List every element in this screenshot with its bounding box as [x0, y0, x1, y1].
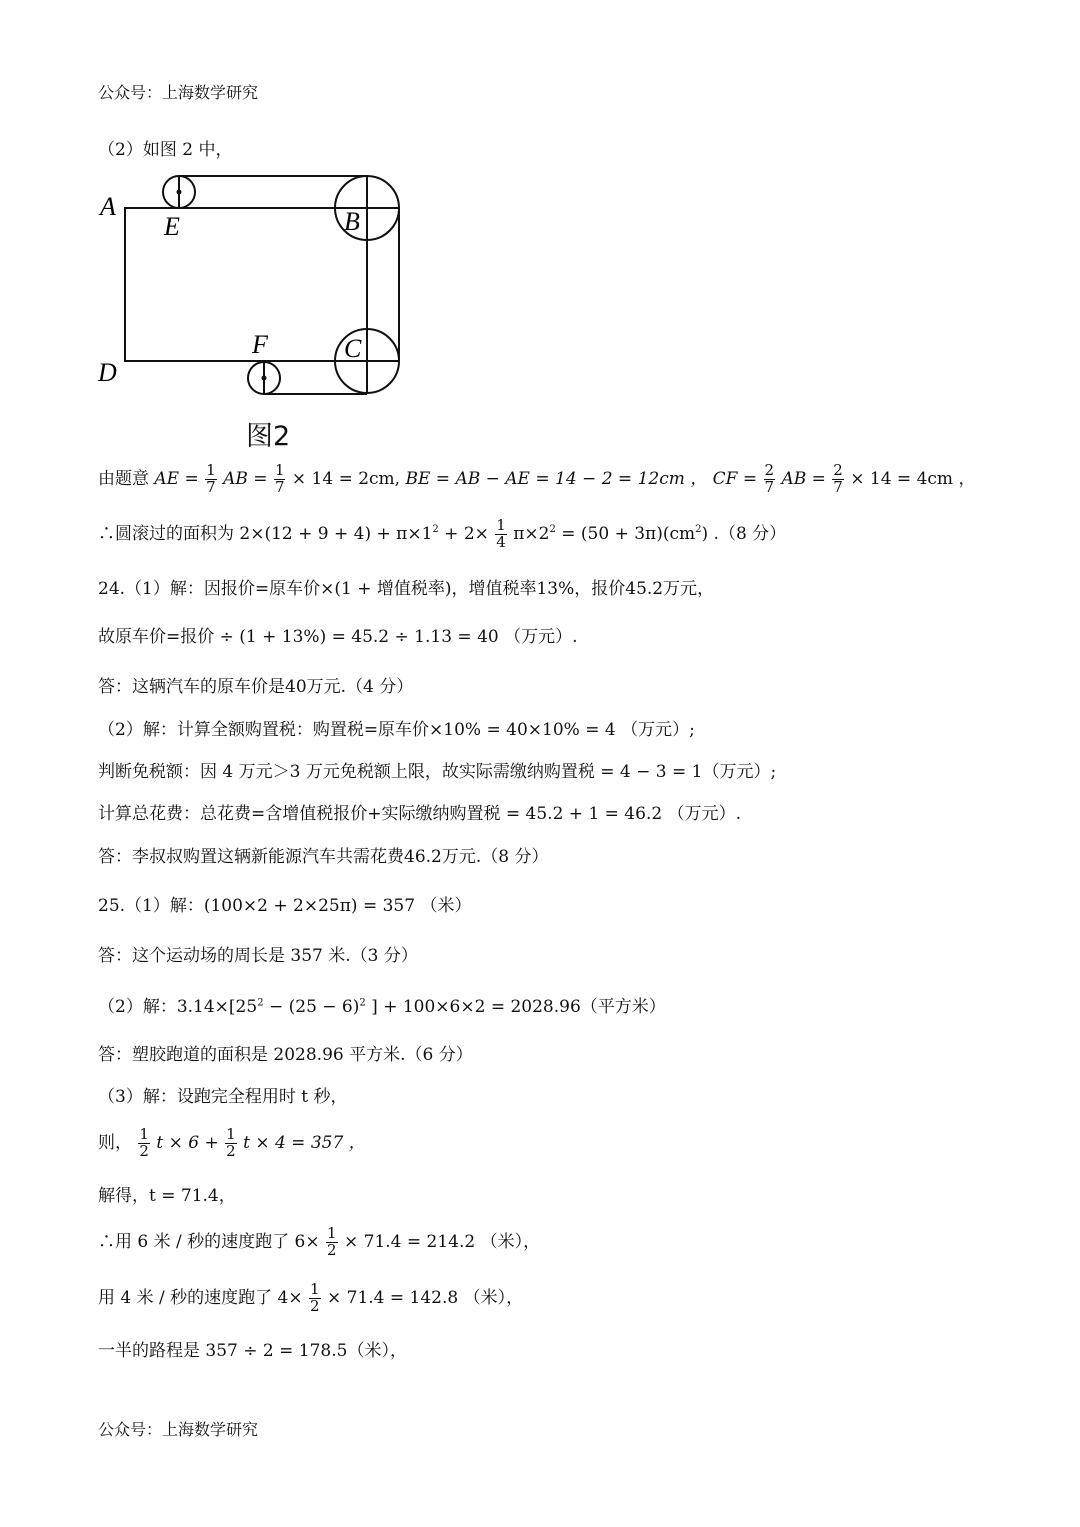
q25-3e: 用 4 米 / 秒的速度跑了 4× $\frac{1}{2}$ × 71.4 = 142.8 （米），: [98, 1280, 524, 1315]
area-line: ∴圆滚过的面积为 $2\times(12 + 9 + 4) + \pi\times 1^2 + 2\times$ $\frac{1}{4}$ $\pi\times 2^2 = (50 + 3\pi)(cm^2)$ .（8 分）: [98, 516, 787, 551]
label-a: A: [100, 192, 116, 221]
header-top: 公众号：上海数学研究: [98, 83, 259, 102]
q24-2c: 计算总花费：总花费=含增值税报价+实际缴纳购置税 = 45.2 + 1 = 46.2 （万元）.: [98, 804, 741, 824]
q25-3f: 一半的路程是 357 ÷ 2 = 178.5（米），: [98, 1341, 407, 1361]
q25-2: （2）解：$3.14\times[25^2 - (25 - 6)^2$ ] + 100×6×2 = 2028.96（平方米）: [98, 997, 666, 1017]
q25-3a: （3）解：设跑完全程用时 t 秒，: [98, 1087, 348, 1107]
part2-intro: （2）如图 2 中，: [98, 140, 233, 160]
q25-answer-2: 答：塑胶跑道的面积是 2028.96 平方米.（6 分）: [98, 1045, 473, 1065]
label-d: D: [98, 358, 117, 387]
q25-3c: 解得，t = 71.4，: [98, 1186, 236, 1206]
q24-answer-1: 答：这辆汽车的原车价是40万元.（4 分）: [98, 677, 414, 697]
label-e: E: [164, 212, 180, 241]
given-line: 由题意 AE = $\frac{1}{7}$ AB = $\frac{1}{7}$ × 14 = 2cm, BE = AB − AE = 14 − 2 = 12cm ， CF = $\frac{2}{7}$ AB = $\frac{2}{7}$ × 14 = 4cm ，: [98, 461, 976, 496]
q24-1a: 24.（1）解：因报价=原车价×(1 + 增值税率)，增值税率13%，报价45.2万元，: [98, 579, 715, 599]
rectangle-abcd: [125, 208, 367, 361]
figure-2: [90, 165, 420, 455]
q25-1: 25.（1）解：(100×2 + 2×25π) = 357 （米）: [98, 896, 472, 916]
q25-3d: ∴用 6 米 / 秒的速度跑了 6× $\frac{1}{2}$ × 71.4 = 214.2 （米），: [98, 1224, 541, 1259]
label-b: B: [344, 207, 360, 236]
q25-answer-1: 答：这个运动场的周长是 357 米.（3 分）: [98, 946, 418, 966]
q24-2a: （2）解：计算全额购置税：购置税=原车价×10% = 40×10% = 4 （万元）;: [98, 720, 695, 740]
q25-3b: 则， $\frac{1}{2}$ t × 6 + $\frac{1}{2}$ t × 4 = 357 ，: [98, 1125, 366, 1160]
label-f: F: [252, 330, 268, 359]
q24-1b: 故原车价=报价 ÷ (1 + 13%) = 45.2 ÷ 1.13 = 40 （万元）.: [98, 627, 578, 647]
figure-caption: 图2: [246, 421, 291, 452]
q24-answer-2: 答：李叔叔购置这辆新能源汽车共需花费46.2万元.（8 分）: [98, 847, 549, 867]
header-bottom: 公众号：上海数学研究: [98, 1420, 259, 1439]
q24-2b: 判断免税额：因 4 万元＞3 万元免税额上限，故实际需缴纳购置税 = 4 − 3 = 1（万元）;: [98, 762, 777, 782]
label-c: C: [344, 334, 362, 363]
